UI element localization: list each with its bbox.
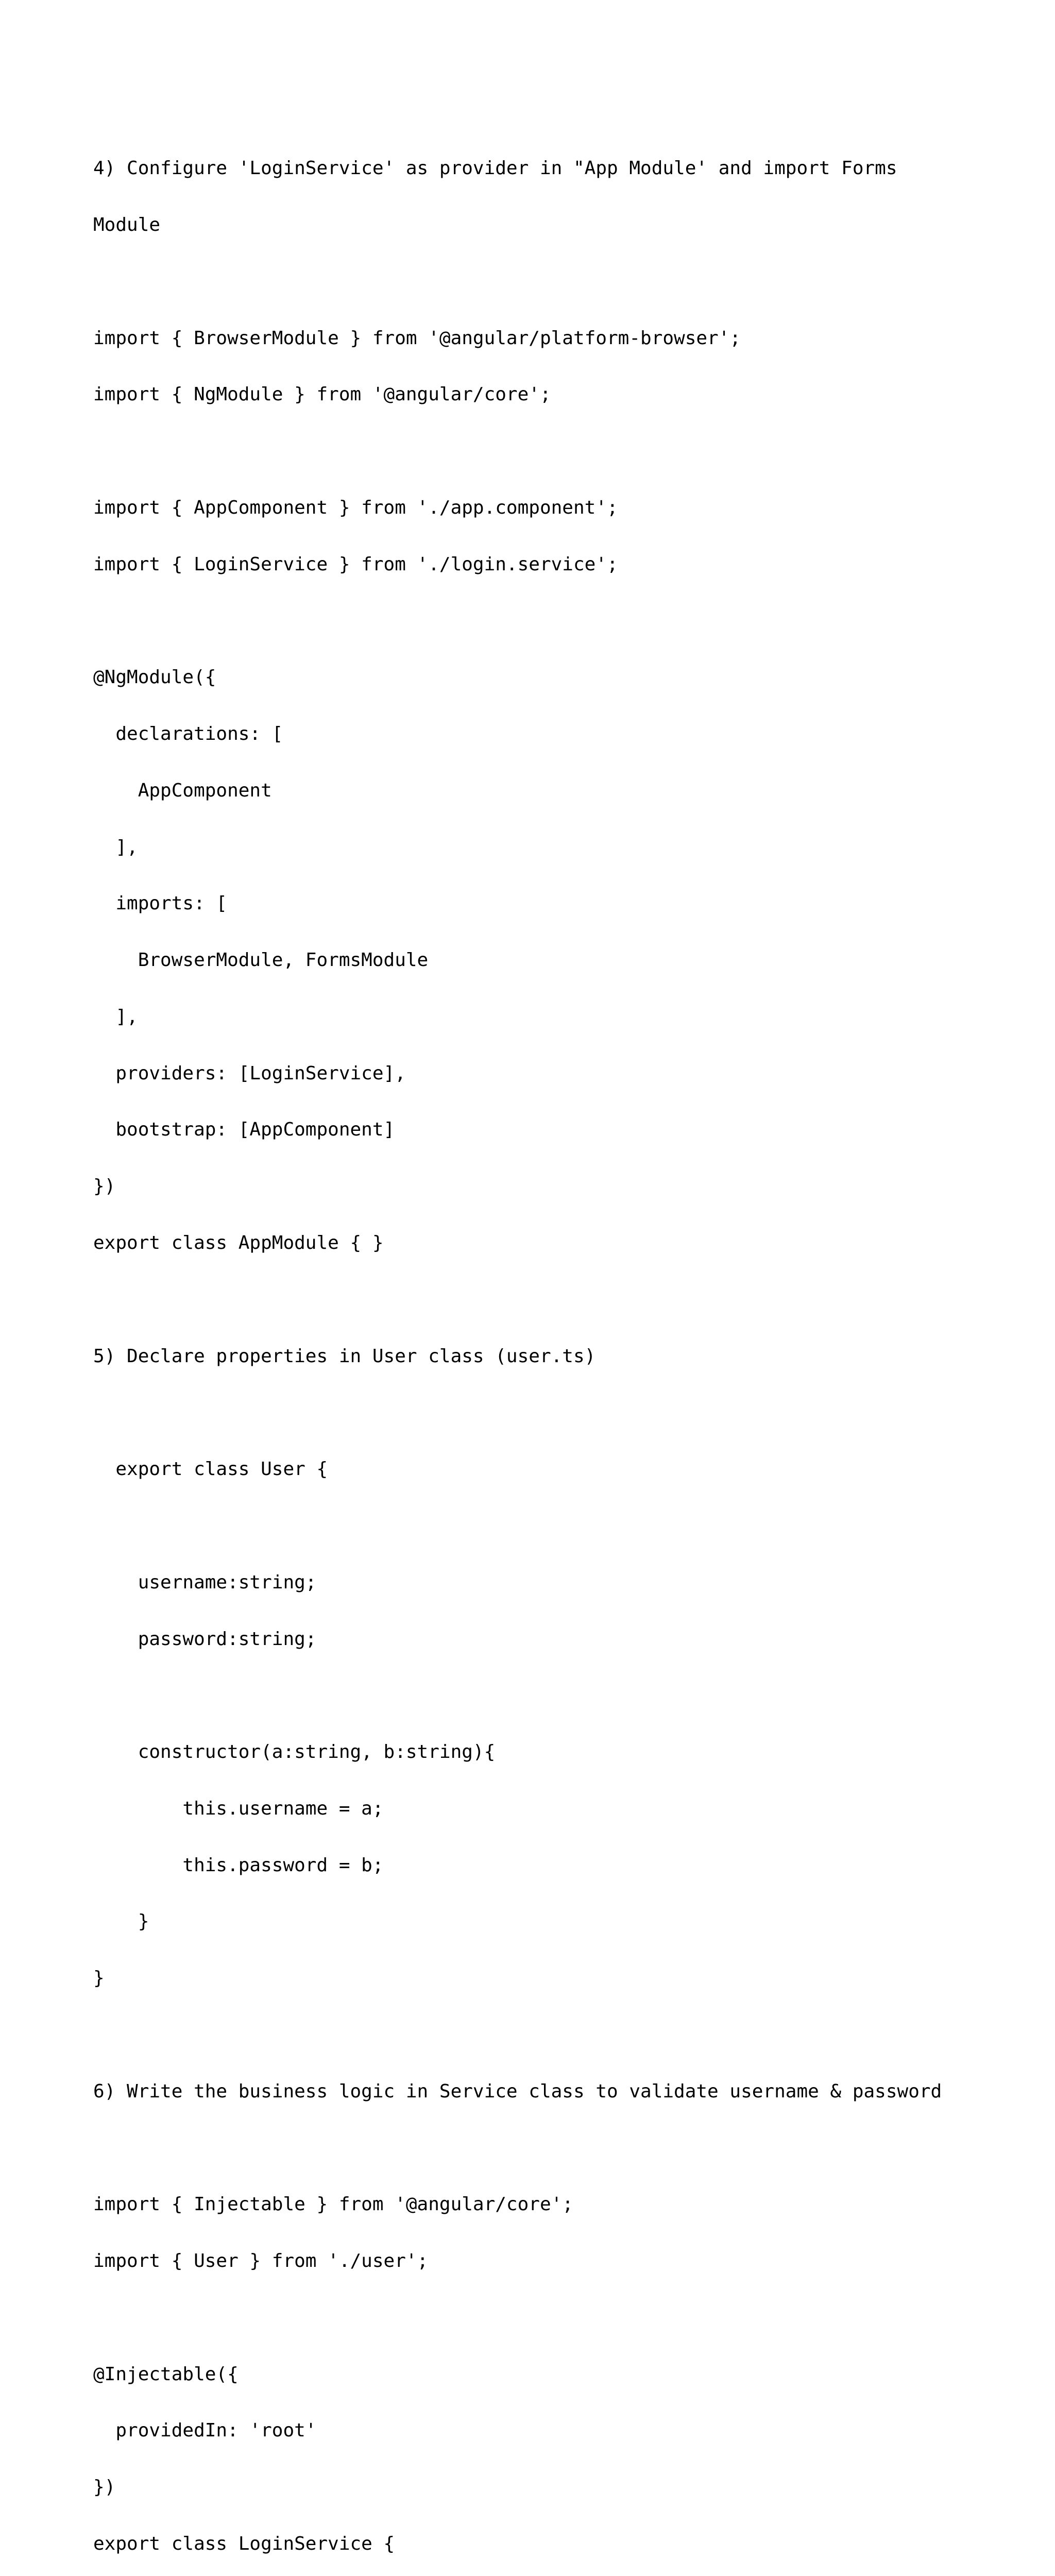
blank-line [93,1686,1036,1705]
step-5-heading: 5) Declare properties in User class (user.ts) [93,1345,596,1367]
blank-line [93,2139,1036,2158]
step-4-heading-continued: Module [93,214,161,235]
code-line: import { LoginService } from './login.service'; [93,553,618,575]
code-line: BrowserModule, FormsModule [93,950,429,971]
code-line: providers: [LoginService], [93,1062,406,1084]
code-line: export class AppModule { } [93,1232,384,1254]
code-line: import { AppComponent } from './app.component'; [93,497,618,518]
blank-line [93,612,1036,631]
code-line: ], [93,836,138,858]
code-line: ], [93,1006,138,1027]
code-line: constructor(a:string, b:string){ [93,1741,496,1763]
code-line: import { NgModule } from '@angular/core'; [93,384,551,405]
code-line: } [93,1968,105,1989]
code-line: AppComponent [93,779,272,801]
code-line: password:string; [93,1628,317,1650]
blank-line [93,1291,1036,1310]
code-line: }) [93,1176,116,1197]
code-line: username:string; [93,1571,317,1593]
code-line: this.password = b; [93,1854,384,1876]
blank-line [93,442,1036,461]
step-6-heading: 6) Write the business logic in Service class to validate username & password [93,2080,942,2102]
step-4-heading: 4) Configure 'LoginService' as provider in "App Module' and import Forms [93,158,897,179]
blank-line [93,2026,1036,2045]
code-line: }) [93,2477,116,2498]
code-line: export class User { [93,1459,328,1480]
blank-line [93,273,1036,292]
code-line: this.username = a; [93,1798,384,1819]
code-line: import { BrowserModule } from '@angular/platform-browser'; [93,327,741,349]
code-line: imports: [ [93,893,228,914]
code-line: import { Injectable } from '@angular/core'; [93,2194,573,2215]
blank-line [93,1403,1036,1422]
code-line: @Injectable({ [93,2363,239,2385]
code-text-block [93,122,1036,2576]
blank-line [93,1517,1036,1536]
code-line: import { User } from './user'; [93,2250,429,2272]
blank-line [93,2309,1036,2328]
code-line: providedIn: 'root' [93,2420,317,2442]
code-line: } [93,1911,149,1933]
code-line: @NgModule({ [93,667,216,688]
code-line: export class LoginService { [93,2533,395,2554]
code-line: bootstrap: [AppComponent] [93,1119,395,1141]
code-line: declarations: [ [93,723,283,744]
